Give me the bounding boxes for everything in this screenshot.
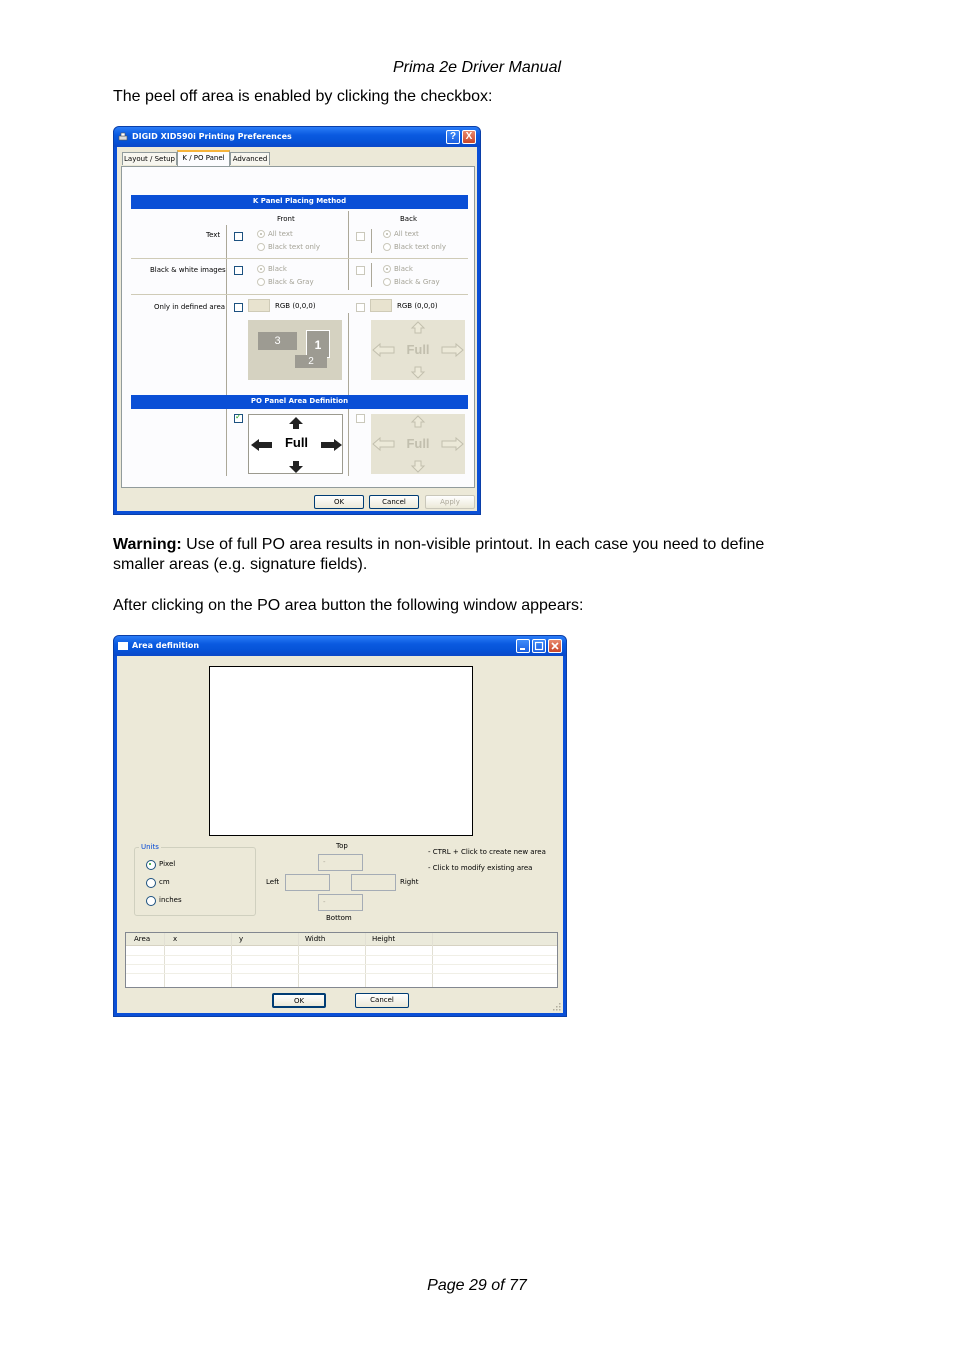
rgb-front-label: RGB (0,0,0) bbox=[275, 302, 316, 310]
help-button[interactable]: ? bbox=[446, 130, 460, 144]
row-divider bbox=[126, 973, 557, 974]
col-divider bbox=[298, 933, 299, 987]
full-label: Full bbox=[406, 342, 430, 357]
areas-table[interactable] bbox=[125, 932, 558, 988]
po-panel-header: PO Panel Area Definition bbox=[131, 395, 468, 409]
bottom-input[interactable]: - bbox=[318, 894, 363, 911]
after-paragraph: After clicking on the PO area button the following window appears: bbox=[113, 597, 584, 614]
radio-black-front[interactable] bbox=[257, 265, 265, 273]
left-label: Left bbox=[266, 878, 280, 886]
maximize-button[interactable] bbox=[532, 639, 546, 653]
divider bbox=[348, 313, 349, 430]
tab-advanced[interactable]: Advanced bbox=[230, 152, 270, 165]
po-area-button[interactable] bbox=[248, 414, 343, 474]
text-front-checkbox[interactable] bbox=[234, 232, 243, 241]
cancel-button[interactable]: Cancel bbox=[355, 993, 409, 1008]
tab-layout-setup[interactable]: Layout / Setup bbox=[122, 152, 177, 165]
table-header-row bbox=[126, 933, 557, 946]
row-divider bbox=[126, 964, 557, 965]
back-column-label: Back bbox=[400, 215, 417, 223]
printer-icon bbox=[118, 132, 128, 142]
close-button[interactable]: X bbox=[462, 130, 476, 144]
col-width[interactable]: Width bbox=[305, 935, 326, 943]
radio-all-text-front[interactable] bbox=[257, 230, 265, 238]
ok-button[interactable]: OK bbox=[272, 993, 326, 1008]
radio-all-text-back[interactable] bbox=[383, 230, 391, 238]
col-divider bbox=[231, 933, 232, 987]
text-back-checkbox[interactable] bbox=[356, 232, 365, 241]
front-color-swatch[interactable] bbox=[248, 299, 270, 312]
po-back-full-label: Full bbox=[406, 436, 430, 451]
top-label: Top bbox=[336, 842, 348, 850]
po-front-checkbox[interactable] bbox=[234, 414, 243, 423]
tab-page bbox=[121, 166, 475, 488]
option-label: Black bbox=[268, 265, 287, 273]
radio-black-text-front[interactable] bbox=[257, 243, 265, 251]
minimize-icon bbox=[517, 640, 529, 652]
col-divider bbox=[164, 933, 165, 987]
dialog-titlebar[interactable] bbox=[114, 127, 480, 147]
radio-black-text-back[interactable] bbox=[383, 243, 391, 251]
po-full-label: Full bbox=[284, 435, 309, 450]
col-divider bbox=[432, 933, 433, 987]
po-back-area-preview[interactable] bbox=[371, 414, 465, 474]
close-button[interactable] bbox=[548, 639, 562, 653]
unit-inches-radio[interactable] bbox=[146, 896, 156, 906]
hint-modify: - Click to modify existing area bbox=[428, 864, 533, 872]
area-canvas[interactable] bbox=[209, 666, 473, 836]
ok-button[interactable]: OK bbox=[314, 495, 364, 509]
apply-button[interactable]: Apply bbox=[425, 495, 475, 509]
hint-create: - CTRL + Click to create new area bbox=[428, 848, 546, 856]
col-divider bbox=[365, 933, 366, 987]
radio-black-gray-back[interactable] bbox=[383, 278, 391, 286]
warning-label: Warning: bbox=[113, 536, 182, 553]
po-back-checkbox[interactable] bbox=[356, 414, 365, 423]
option-label: All text bbox=[268, 230, 293, 238]
col-height[interactable]: Height bbox=[372, 935, 396, 943]
area-box-3: 3 bbox=[258, 332, 297, 350]
back-area-preview[interactable] bbox=[371, 320, 465, 380]
option-label: Black & Gray bbox=[268, 278, 314, 286]
option-label: Black text only bbox=[394, 243, 447, 251]
separator bbox=[131, 258, 468, 259]
back-color-swatch[interactable] bbox=[370, 299, 392, 312]
col-y[interactable]: y bbox=[239, 935, 244, 943]
defined-area-back-checkbox[interactable] bbox=[356, 303, 365, 312]
units-label: Units bbox=[141, 843, 159, 851]
front-area-preview[interactable] bbox=[248, 320, 342, 380]
warning-paragraph-line2: smaller areas (e.g. signature fields). bbox=[113, 556, 368, 573]
close-icon bbox=[549, 640, 561, 652]
area-definition-dialog bbox=[113, 635, 567, 1017]
separator bbox=[131, 294, 468, 295]
unit-cm-label: cm bbox=[159, 878, 170, 886]
col-area[interactable]: Area bbox=[134, 935, 151, 943]
front-column-label: Front bbox=[277, 215, 295, 223]
divider bbox=[371, 229, 372, 253]
bw-back-checkbox[interactable] bbox=[356, 266, 365, 275]
dialog-titlebar[interactable] bbox=[114, 636, 566, 656]
warning-paragraph bbox=[113, 535, 853, 555]
intro-paragraph: The peel off area is enabled by clicking the checkbox: bbox=[113, 88, 493, 105]
bw-front-checkbox[interactable] bbox=[234, 266, 243, 275]
defined-area-front-checkbox[interactable] bbox=[234, 303, 243, 312]
rgb-back-label: RGB (0,0,0) bbox=[397, 302, 438, 310]
option-label: Black & Gray bbox=[394, 278, 440, 286]
row-label-bw-images: Black & white images bbox=[150, 266, 226, 274]
tab-k-po-panel[interactable]: K / PO Panel bbox=[177, 150, 230, 166]
page-footer: Page 29 of 77 bbox=[427, 1277, 527, 1294]
right-label: Right bbox=[400, 878, 419, 886]
window-icon bbox=[118, 641, 128, 651]
row-divider bbox=[126, 955, 557, 956]
cancel-button[interactable]: Cancel bbox=[369, 495, 419, 509]
divider bbox=[371, 263, 372, 287]
area-box-2: 2 bbox=[295, 355, 327, 368]
page-header: Prima 2e Driver Manual bbox=[392, 59, 562, 76]
unit-inches-label: inches bbox=[159, 896, 182, 904]
top-input[interactable]: - bbox=[318, 854, 363, 871]
unit-pixel-label: Pixel bbox=[159, 860, 176, 868]
option-label: All text bbox=[394, 230, 419, 238]
bottom-label: Bottom bbox=[326, 914, 352, 922]
option-label: Black text only bbox=[268, 243, 321, 251]
row-label-defined-area: Only in defined area bbox=[154, 303, 226, 311]
divider bbox=[348, 211, 349, 290]
dialog-body bbox=[117, 656, 563, 1013]
dialog-body bbox=[117, 147, 477, 511]
maximize-icon bbox=[533, 640, 545, 652]
divider bbox=[348, 416, 349, 476]
unit-cm-radio[interactable] bbox=[146, 878, 156, 888]
unit-pixel-radio[interactable] bbox=[146, 860, 156, 870]
k-panel-header: K Panel Placing Method bbox=[131, 195, 468, 209]
dialog-title: Area definition bbox=[132, 641, 200, 650]
col-x[interactable]: x bbox=[173, 935, 178, 943]
dialog-title: DIGID XID590i Printing Preferences bbox=[132, 132, 292, 141]
radio-black-back[interactable] bbox=[383, 265, 391, 273]
row-label-text: Text bbox=[206, 231, 221, 239]
left-input[interactable] bbox=[285, 874, 330, 891]
option-label: Black bbox=[394, 265, 413, 273]
warning-text: Use of full PO area results in non-visible printout. In each case you need to define bbox=[181, 536, 765, 553]
resize-grip-icon[interactable] bbox=[553, 1003, 561, 1011]
right-input[interactable] bbox=[351, 874, 396, 891]
divider bbox=[226, 416, 227, 476]
printing-preferences-dialog bbox=[113, 126, 481, 515]
area-box-1: 1 bbox=[306, 330, 330, 358]
radio-black-gray-front[interactable] bbox=[257, 278, 265, 286]
minimize-button[interactable] bbox=[516, 639, 530, 653]
